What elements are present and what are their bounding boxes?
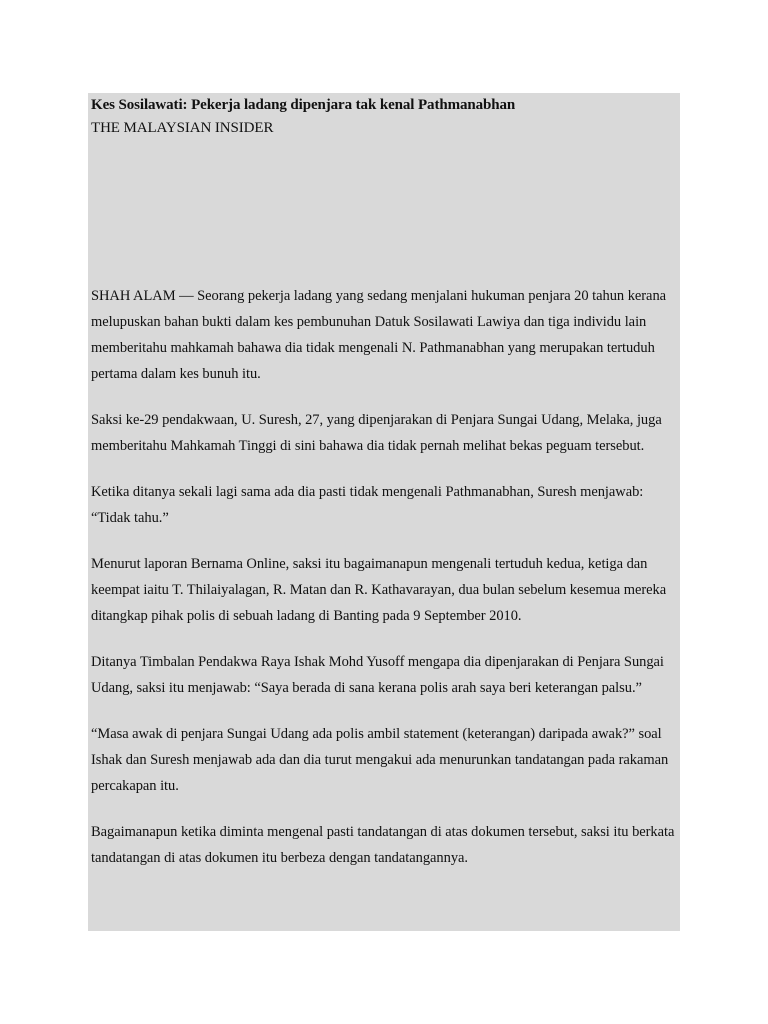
article-title: Kes Sosilawati: Pekerja ladang dipenjara tak kenal Pathmanabhan (91, 97, 516, 113)
paragraph-4: Menurut laporan Bernama Online, saksi itu bagaimanapun mengenali tertuduh kedua, ketiga dan keempat iaitu T. Thilaiyalagan, R. Matan dan R. Kathavarayan, dua bulan sebelum kesemua mereka ditangkap pihak polis di sebuah ladang di Banting pada 9 September 2010. (91, 556, 667, 624)
paragraph-5: Ditanya Timbalan Pendakwa Raya Ishak Mohd Yusoff mengapa dia dipenjarakan di Penjara Sungai Udang, saksi itu menjawab: “Saya berada di sana kerana polis arah saya beri keterangan palsu.” (91, 654, 664, 696)
paragraph-3: Ketika ditanya sekali lagi sama ada dia pasti tidak mengenali Pathmanabhan, Suresh menjawab: “Tidak tahu.” (91, 484, 644, 526)
paragraph-7: Bagaimanapun ketika diminta mengenal pasti tandatangan di atas dokumen tersebut, saksi itu berkata tandatangan di atas dokumen itu berbeza dengan tandatangannya. (91, 824, 675, 866)
blank-space (91, 138, 676, 283)
article-source: THE MALAYSIAN INSIDER (91, 120, 274, 136)
article-block (88, 93, 680, 931)
paragraph-2: Saksi ke-29 pendakwaan, U. Suresh, 27, yang dipenjarakan di Penjara Sungai Udang, Melaka, juga memberitahu Mahkamah Tinggi di sini bahawa dia tidak pernah melihat bekas peguam tersebut. (91, 412, 662, 454)
paragraph-6: “Masa awak di penjara Sungai Udang ada polis ambil statement (keterangan) daripada awak?” soal Ishak dan Suresh menjawab ada dan dia turut mengakui ada menurunkan tandatangan pada rakaman percakapan itu. (91, 726, 669, 794)
paragraph-1: SHAH ALAM — Seorang pekerja ladang yang sedang menjalani hukuman penjara 20 tahun kerana melupuskan bahan bukti dalam kes pembunuhan Datuk Sosilawati Lawiya dan tiga individu lain memberitahu mahkamah bahawa dia tidak mengenali N. Pathmanabhan yang merupakan tertuduh pertama dalam kes bunuh itu. (91, 288, 667, 382)
